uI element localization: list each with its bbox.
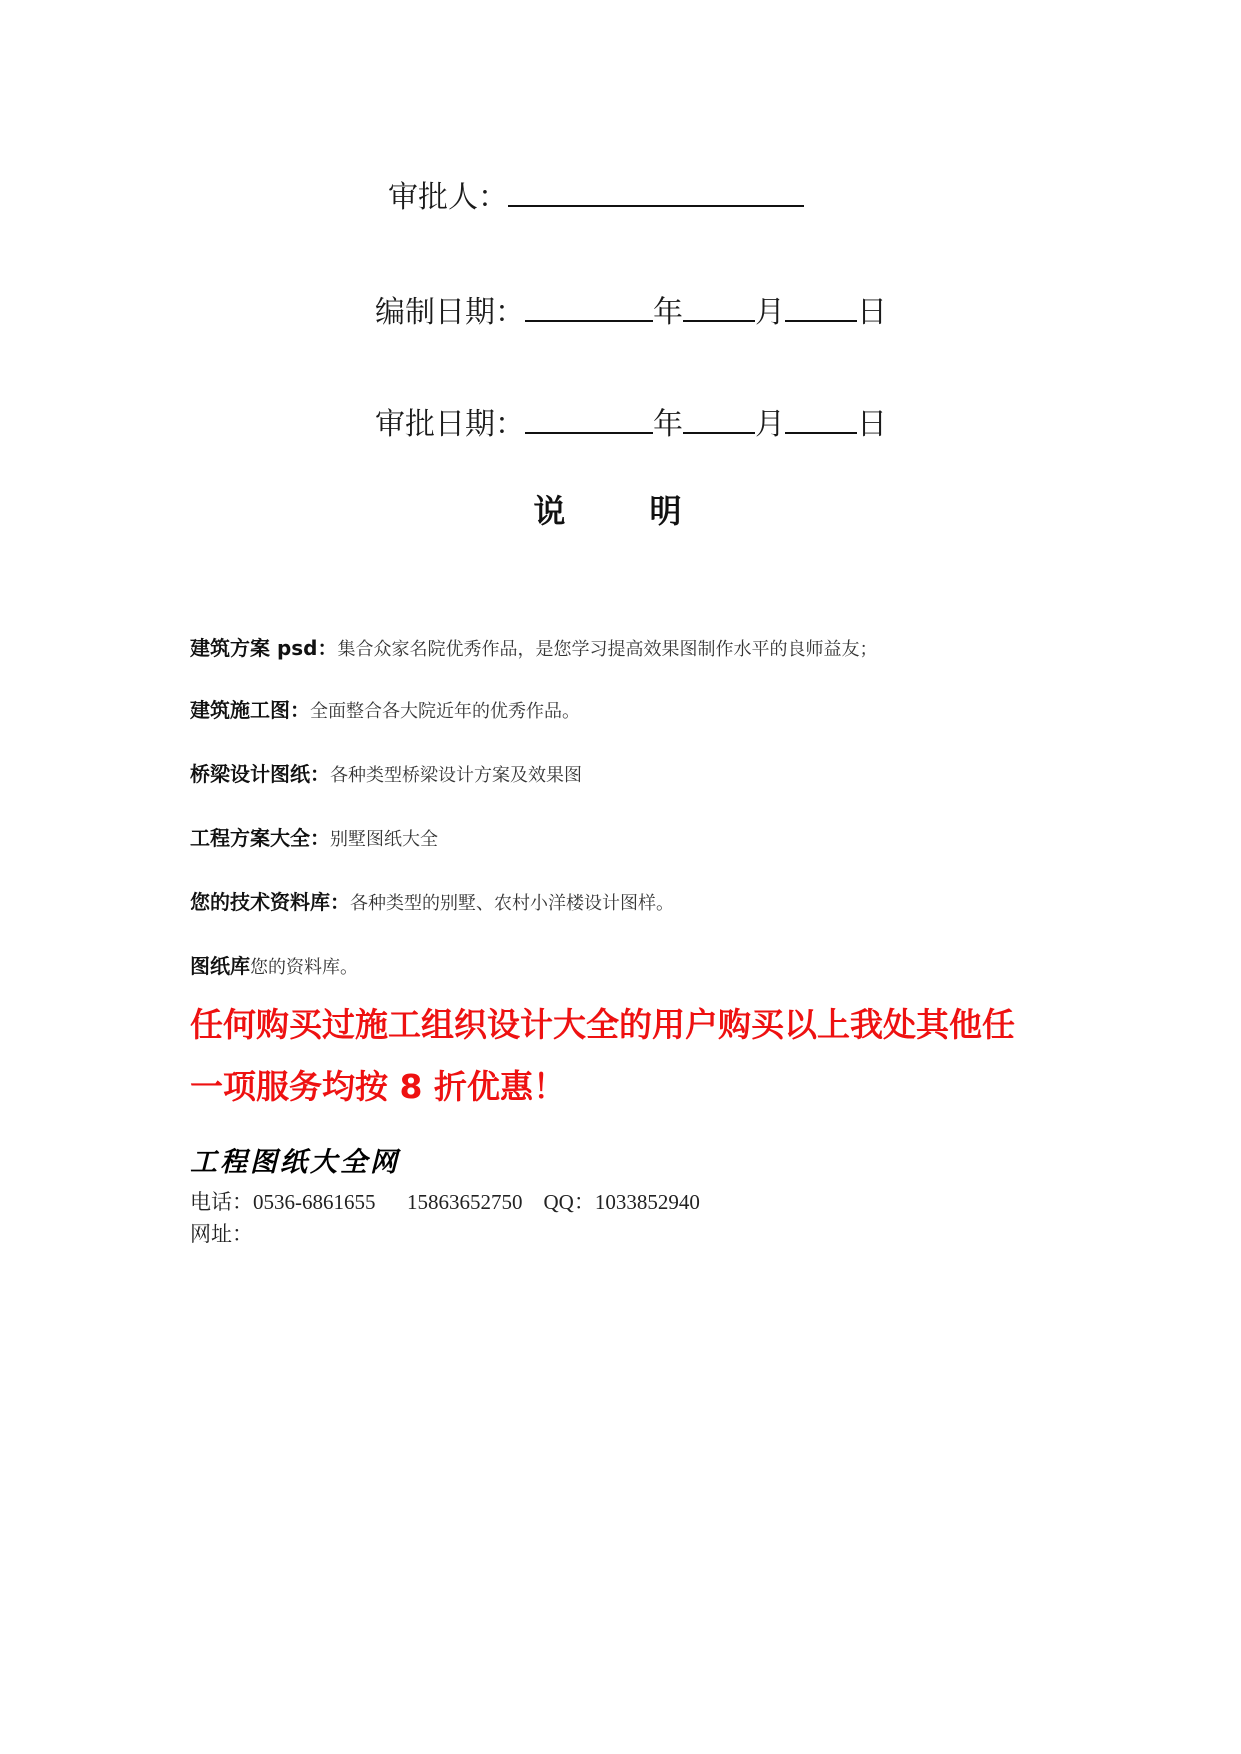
- approve-year-blank[interactable]: [525, 402, 653, 434]
- compile-date-row: [375, 290, 887, 333]
- list-item: [190, 696, 580, 726]
- approve-year-unit: 年: [653, 407, 683, 442]
- list-item: [190, 888, 674, 918]
- approver-label: 审批人：: [388, 180, 508, 215]
- promo-line-1: 任何购买过施工组织设计大全的用户购买以上我处其他任: [190, 1005, 1015, 1044]
- item-label: 您的技术资料库：: [190, 890, 350, 914]
- compile-month-blank[interactable]: [683, 290, 755, 322]
- item-label: 工程方案大全：: [190, 826, 330, 850]
- approve-day-unit: 日: [857, 407, 887, 442]
- contact-website: 网址：: [190, 1222, 253, 1246]
- item-label: 建筑方案 psd：: [190, 636, 338, 660]
- compile-day-blank[interactable]: [785, 290, 857, 322]
- contact-phone: 电话：0536-6861655 15863652750 QQ：1033852940: [190, 1190, 700, 1214]
- compile-month-unit: 月: [755, 295, 785, 330]
- compile-year-unit: 年: [653, 295, 683, 330]
- item-label: 建筑施工图：: [190, 698, 310, 722]
- approve-date-label: 审批日期：: [375, 407, 525, 442]
- list-item: [190, 952, 358, 982]
- brand-name: 工程图纸大全网: [190, 1147, 400, 1178]
- compile-year-blank[interactable]: [525, 290, 653, 322]
- compile-day-unit: 日: [857, 295, 887, 330]
- list-item: [190, 824, 438, 854]
- item-desc: 集合众家名院优秀作品，是您学习提高效果图制作水平的良师益友；: [337, 639, 878, 660]
- item-desc: 全面整合各大院近年的优秀作品。: [310, 701, 580, 722]
- approver-row: [388, 175, 804, 218]
- approve-date-row: [375, 402, 887, 445]
- promo-line-2: 一项服务均按 8 折优惠！: [190, 1067, 566, 1106]
- approve-month-unit: 月: [755, 407, 785, 442]
- item-desc: 各种类型桥梁设计方案及效果图: [330, 765, 582, 786]
- item-desc: 各种类型的别墅、农村小洋楼设计图样。: [350, 893, 674, 914]
- compile-date-label: 编制日期：: [375, 295, 525, 330]
- list-item: [190, 760, 582, 790]
- approve-month-blank[interactable]: [683, 402, 755, 434]
- item-desc: 别墅图纸大全: [330, 829, 438, 850]
- item-desc: 您的资料库。: [250, 957, 358, 978]
- section-title: 说 明: [533, 492, 708, 530]
- item-label: 图纸库: [190, 954, 250, 978]
- list-item: [190, 634, 878, 664]
- item-label: 桥梁设计图纸：: [190, 762, 330, 786]
- approve-day-blank[interactable]: [785, 402, 857, 434]
- approver-blank-line[interactable]: [508, 175, 804, 207]
